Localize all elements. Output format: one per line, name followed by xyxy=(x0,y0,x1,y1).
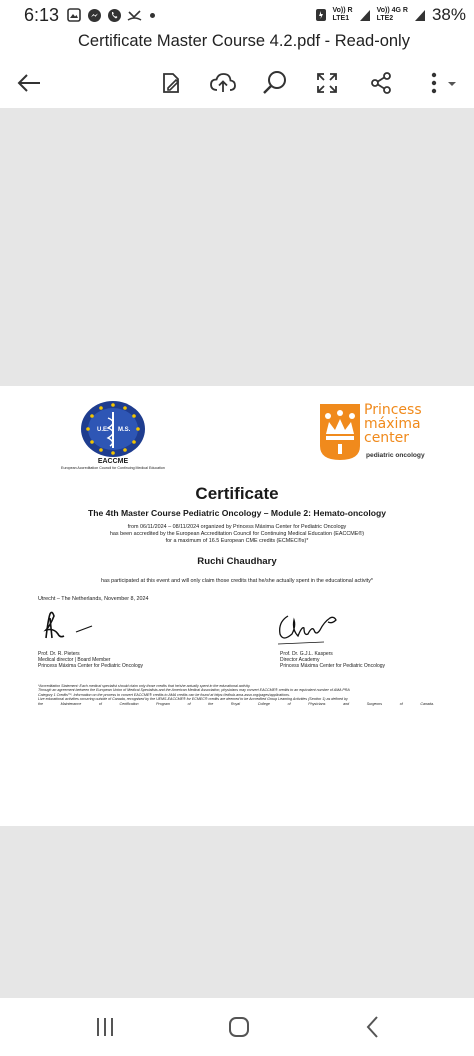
pmc-line2: máxima xyxy=(364,416,421,432)
home-icon[interactable] xyxy=(224,1015,254,1039)
signer-left-role: Medical director | Board Member xyxy=(38,657,111,664)
signer-left-name: Prof. Dr. R. Pieters xyxy=(38,651,80,657)
edit-icon[interactable] xyxy=(156,68,186,98)
pmc-subtitle: pediatric oncology xyxy=(366,452,425,459)
status-time: 6:13 xyxy=(24,5,60,25)
accreditation-line-3: for a maximum of 16.5 European CME credits (ECMEC®s)* xyxy=(165,538,309,544)
course-title: The 4th Master Course Pediatric Oncology – Module 2: Hemato-oncology xyxy=(88,508,386,518)
accreditation-line-2: has been accredited by the European Accreditation Council for Continuing Medical Education (EACCME®) xyxy=(109,531,365,537)
pdf-viewer[interactable] xyxy=(0,108,474,998)
status-right xyxy=(313,5,467,25)
eaccme-subtitle: European Accreditation Council for Continuing Medical Education xyxy=(61,466,165,470)
system-nav-bar xyxy=(0,998,474,1056)
sim1-label: Vo)) R xyxy=(332,7,353,14)
fine-print-line: the Maintenance of Certification Program of the Royal College of Physicians and Surgeons of Canada. xyxy=(38,701,434,706)
participation-statement: has participated at this event and will only claim those credits that he/she actually spent in the educational activity* xyxy=(100,578,374,584)
share-icon[interactable] xyxy=(366,68,396,98)
princess-maxima-logo-mark xyxy=(320,404,360,460)
upload-cloud-icon[interactable] xyxy=(208,68,238,98)
eaccme-name: EACCME xyxy=(97,458,129,465)
fine-print-line: Through an agreement between the European Union of Medical Specialists and the American Medical Association, physicians may convert EACCME® credits to an equivalent number of AMA PRA xyxy=(38,688,350,693)
pdf-page xyxy=(0,386,474,826)
recent-apps-icon[interactable] xyxy=(90,1015,120,1039)
toolbar xyxy=(0,60,474,106)
battery-saver-icon xyxy=(313,7,329,23)
sim2-sub: LTE2 xyxy=(376,15,394,22)
princess-maxima-wordmark xyxy=(364,403,422,445)
eaccme-ring-left: U.E. xyxy=(97,427,109,433)
sim1-network xyxy=(333,7,353,23)
fine-print xyxy=(38,684,434,706)
search-icon[interactable] xyxy=(260,68,290,98)
signer-right-name: Prof. Dr. G.J.L. Kaspers xyxy=(280,651,333,657)
signer-left xyxy=(38,651,143,670)
signature-left xyxy=(40,608,100,644)
signer-right-org: Princess Máxima Center for Pediatric Oncology xyxy=(280,663,386,670)
recipient-name: Ruchi Chaudhary xyxy=(197,556,277,567)
more-vertical-icon[interactable] xyxy=(420,68,460,98)
fine-print-line: *Accreditation Statement: Each medical specialist should claim only those credits that he/she actually spent in the educational activity. xyxy=(38,684,251,688)
phone-notification-icon xyxy=(106,7,122,23)
signer-right-role: Director Academy xyxy=(280,657,320,664)
signer-right xyxy=(280,651,385,670)
sim2-label: Vo)) 4G R xyxy=(376,7,408,14)
pmc-line3: center xyxy=(364,430,410,446)
battery-percent: 38% xyxy=(431,5,466,24)
fine-print-line: Live educational activities occurring outside of Canada, recognised by the UEMS-EACCME® for ECMEC® credits are deemed to be Accredited Group Learning Activities (Section 1) as defined by xyxy=(38,697,348,702)
messenger-notification-icon xyxy=(86,7,102,23)
accreditation-line-1: from 06/11/2024 – 08/11/2024 organized by Princess Máxima Center for Pediatric Oncology xyxy=(127,524,347,530)
back-arrow-icon[interactable] xyxy=(14,68,44,98)
fine-print-line: Category 1 Credits™. Information on the process to convert EACCME® credits to AMA credits can be found at https://edhub.ama-assn.org/pages/applications. xyxy=(38,692,290,697)
pmc-line1: Princess xyxy=(364,402,422,418)
certificate-title: Certificate xyxy=(195,484,279,503)
signer-left-org: Princess Máxima Center for Pediatric Oncology xyxy=(38,663,144,670)
sim2-network xyxy=(377,7,408,23)
fullscreen-icon[interactable] xyxy=(312,68,342,98)
back-icon[interactable] xyxy=(358,1015,388,1039)
notification-icons xyxy=(66,7,155,23)
signal-1-icon xyxy=(357,7,373,23)
eaccme-logo xyxy=(80,400,146,458)
place-date: Utrecht – The Netherlands, November 8, 2024 xyxy=(38,596,149,602)
sim1-sub: LTE1 xyxy=(332,15,350,22)
document-title: Certificate Master Course 4.2.pdf - Read-only xyxy=(78,32,410,50)
missed-call-icon xyxy=(126,7,142,23)
eaccme-ring-right: M.S. xyxy=(118,427,131,433)
photo-notification-icon xyxy=(66,7,82,23)
more-notifications-dot xyxy=(150,13,155,18)
signature-right xyxy=(274,608,350,646)
status-bar xyxy=(0,0,474,32)
signal-2-icon xyxy=(412,7,428,23)
